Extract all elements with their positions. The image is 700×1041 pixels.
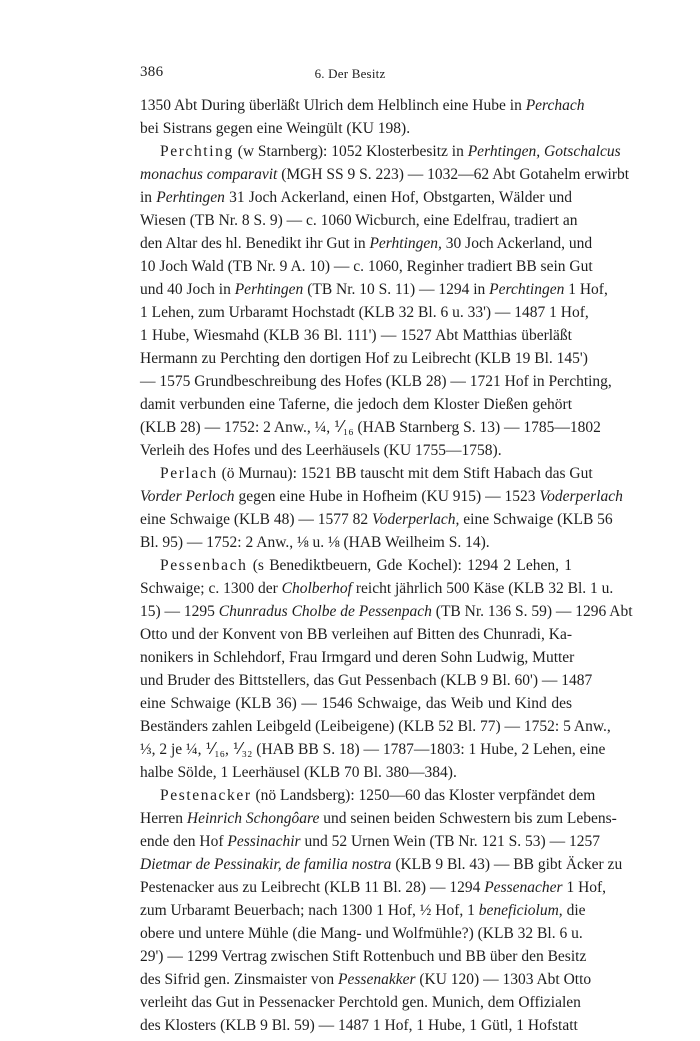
text-segment: (w Starnberg): 1052 Klosterbesitz in	[233, 143, 468, 160]
text-line	[140, 393, 572, 416]
text-line	[140, 554, 572, 577]
text-line	[140, 485, 623, 508]
italic-citation: monachus comparavit	[140, 166, 278, 183]
text-segment: (TB Nr. 10 S. 11) — 1294 in	[303, 281, 490, 298]
entry-heading: Perchting	[160, 143, 234, 160]
text-line	[140, 876, 607, 899]
text-line	[140, 853, 623, 876]
text-line	[140, 117, 572, 140]
text-line	[140, 163, 630, 186]
text-line	[140, 278, 608, 301]
text-segment: 29') — 1299 Vertrag zwischen Stift Rottenbuch und BB über den Besitz	[140, 948, 587, 965]
text-segment: 1 Hof,	[562, 879, 607, 896]
text-segment: reicht jährlich 500 Käse (KLB 32 Bl. 1 u.	[351, 580, 614, 597]
italic-citation: Voderperlach,	[372, 511, 460, 528]
text-segment: eine Schwaige (KLB 48) — 1577 82	[140, 511, 373, 528]
text-segment: den Altar des hl. Benedikt ihr Gut in	[140, 235, 370, 252]
running-head: 6. Der Besitz	[314, 66, 386, 81]
body-text	[140, 94, 633, 1037]
text-line	[140, 531, 572, 554]
text-segment: und seinen beiden Schwestern bis zum Lebens-	[319, 810, 617, 827]
text-line	[140, 646, 575, 669]
text-segment: 15) — 1295	[140, 603, 219, 620]
text-line	[140, 577, 614, 600]
text-line	[140, 347, 588, 370]
text-segment: in	[140, 189, 157, 206]
text-segment: gegen eine Hube in Hofheim (KU 915) — 1523	[234, 488, 540, 505]
text-segment: (ö Murnau): 1521 BB tauscht mit dem Stift Habach das Gut	[217, 465, 593, 482]
text-line	[140, 899, 586, 922]
text-segment: bei Sistrans gegen eine Weingült (KU 198).	[140, 120, 411, 137]
text-line	[140, 508, 613, 531]
text-segment: Wiesen (TB Nr. 8 S. 9) — c. 1060 Wicburch, eine Edelfrau, tradiert an	[140, 212, 578, 229]
text-line	[140, 324, 572, 347]
text-line	[140, 945, 587, 968]
text-segment: (TB Nr. 136 S. 59) — 1296 Abt	[431, 603, 633, 620]
text-line	[140, 370, 612, 393]
text-segment: 10 Joch Wald (TB Nr. 9 A. 10) — c. 1060, Reginher tradiert BB sein Gut	[140, 258, 593, 275]
text-line	[140, 232, 593, 255]
italic-citation: Chunradus Cholbe de Pessenpach	[218, 603, 432, 620]
text-line	[140, 1014, 578, 1037]
italic-citation: Pessinachir	[227, 833, 301, 850]
italic-citation: beneficiolum,	[478, 902, 563, 919]
text-line	[140, 301, 589, 324]
text-line	[140, 94, 585, 117]
text-segment: des Sifrid gen. Zinsmaister von	[140, 971, 339, 988]
text-segment: 30 Joch Ackerland, und	[441, 235, 593, 252]
text-line	[140, 600, 633, 623]
text-segment: 1350 Abt During überläßt Ulrich dem Helblinch eine Hube in	[140, 97, 526, 114]
text-segment: verleiht das Gut in Pessenacker Perchtold gen. Munich, dem Offizialen	[140, 994, 581, 1011]
text-segment: ende den Hof	[140, 833, 228, 850]
italic-citation: Perhtingen,	[369, 235, 442, 252]
text-segment: zum Urbaramt Beuerbach; nach 1300 1 Hof, ½ Hof, 1	[140, 902, 479, 919]
text-line	[140, 255, 593, 278]
page-number: 386	[140, 64, 164, 80]
text-line	[140, 140, 621, 163]
text-line	[140, 922, 583, 945]
text-segment: — 1575 Grundbeschreibung des Hofes (KLB 28) — 1721 Hof in Perchting,	[140, 373, 612, 390]
text-line	[140, 830, 600, 853]
text-segment: Otto und der Konvent von BB verleihen auf Bitten des Chunradi, Ka-	[140, 626, 572, 643]
entry-heading: Pestenacker	[160, 787, 252, 804]
text-line	[140, 738, 606, 761]
text-segment: (s Benediktbeuern, Gde Kochel): 1294 2 Lehen, 1	[247, 557, 572, 574]
italic-citation: Pessenacher	[484, 879, 563, 896]
text-segment: ⅓, 2 je ¼, ⅟₁₆, ⅟₃₂ (HAB BB S. 18) — 1787—1803: 1 Hube, 2 Lehen, eine	[140, 741, 606, 758]
text-line	[140, 416, 601, 439]
italic-citation: Vorder Perloch	[140, 488, 235, 505]
italic-citation: Dietmar de Pessinakir, de familia nostra	[140, 856, 392, 873]
text-line	[140, 991, 581, 1014]
italic-citation: Voderperlach	[539, 488, 623, 505]
text-segment: (nö Landsberg): 1250—60 das Kloster verpfändet dem	[251, 787, 596, 804]
text-segment: 31 Joch Ackerland, einen Hof, Obstgarten, Wälder und	[224, 189, 572, 206]
text-line	[140, 968, 592, 991]
text-segment: eine Schwaige (KLB 36) — 1546 Schwaige, das Weib und Kind des	[140, 695, 572, 712]
text-segment: die	[562, 902, 586, 919]
text-segment: 1 Hube, Wiesmahd (KLB 36 Bl. 111') — 1527 Abt Matthias überläßt	[140, 327, 572, 344]
italic-citation: Perchach	[525, 97, 585, 114]
text-line	[140, 186, 572, 209]
italic-citation: Perhtingen	[156, 189, 225, 206]
text-segment: des Klosters (KLB 9 Bl. 59) — 1487 1 Hof, 1 Hube, 1 Gütl, 1 Hofstatt	[140, 1017, 578, 1034]
text-segment: (MGH SS 9 S. 223) — 1032—62 Abt Gotahelm erwirbt	[277, 166, 630, 183]
italic-citation: Perchtingen	[489, 281, 565, 298]
text-line	[140, 669, 593, 692]
text-line	[140, 439, 572, 462]
text-segment: obere und untere Mühle (die Mang- und Wolfmühle?) (KLB 32 Bl. 6 u.	[140, 925, 583, 942]
text-segment: Schwaige; c. 1300 der	[140, 580, 282, 597]
text-segment: und 52 Urnen Wein (TB Nr. 121 S. 53) — 1257	[300, 833, 600, 850]
text-segment: 1 Lehen, zum Urbaramt Hochstadt (KLB 32 Bl. 6 u. 33') — 1487 1 Hof,	[140, 304, 589, 321]
text-segment: und Bruder des Bittstellers, das Gut Pessenbach (KLB 9 Bl. 60') — 1487	[140, 672, 593, 689]
text-segment: (KLB 9 Bl. 43) — BB gibt Äcker zu	[391, 856, 623, 873]
text-segment: Herren	[140, 810, 187, 827]
italic-citation: Cholberhof	[281, 580, 352, 597]
text-segment: nonikers in Schlehdorf, Frau Irmgard und deren Sohn Ludwig, Mutter	[140, 649, 575, 666]
text-line	[140, 715, 611, 738]
italic-citation: Heinrich Schongôare	[186, 810, 320, 827]
text-segment: (KU 120) — 1303 Abt Otto	[415, 971, 592, 988]
text-segment: Pestenacker aus zu Leibrecht (KLB 11 Bl. 28) — 1294	[140, 879, 485, 896]
text-segment: Hermann zu Perchting den dortigen Hof zu Leibrecht (KLB 19 Bl. 145')	[140, 350, 588, 367]
text-line	[140, 462, 593, 485]
text-line	[140, 807, 617, 830]
text-segment: Verleih des Hofes und des Leerhäusels (KU 1755—1758).	[140, 442, 502, 459]
text-line	[140, 623, 572, 646]
text-line	[140, 209, 578, 232]
text-segment: Beständers zahlen Leibgeld (Leibeigene) (KLB 52 Bl. 77) — 1752: 5 Anw.,	[140, 718, 611, 735]
entry-heading: Perlach	[160, 465, 218, 482]
text-line	[140, 784, 596, 807]
text-segment: damit verbunden eine Taferne, die jedoch dem Kloster Dießen gehört	[140, 396, 572, 413]
text-segment: Bl. 95) — 1752: 2 Anw., ⅛ u. ⅛ (HAB Weilheim S. 14).	[140, 534, 490, 551]
entry-heading: Pessenbach	[160, 557, 248, 574]
text-segment: (KLB 28) — 1752: 2 Anw., ¼, ⅟₁₆ (HAB Starnberg S. 13) — 1785—1802	[140, 419, 601, 436]
text-segment: und 40 Joch in	[140, 281, 235, 298]
text-line	[140, 761, 572, 784]
text-segment: eine Schwaige (KLB 56	[459, 511, 613, 528]
italic-citation: Perhtingen	[234, 281, 304, 298]
text-segment: halbe Sölde, 1 Leerhäusel (KLB 70 Bl. 380—384).	[140, 764, 457, 781]
text-line	[140, 692, 572, 715]
italic-citation: Perhtingen, Gotschalcus	[467, 143, 621, 160]
text-segment: 1 Hof,	[564, 281, 608, 298]
italic-citation: Pessenakker	[338, 971, 416, 988]
